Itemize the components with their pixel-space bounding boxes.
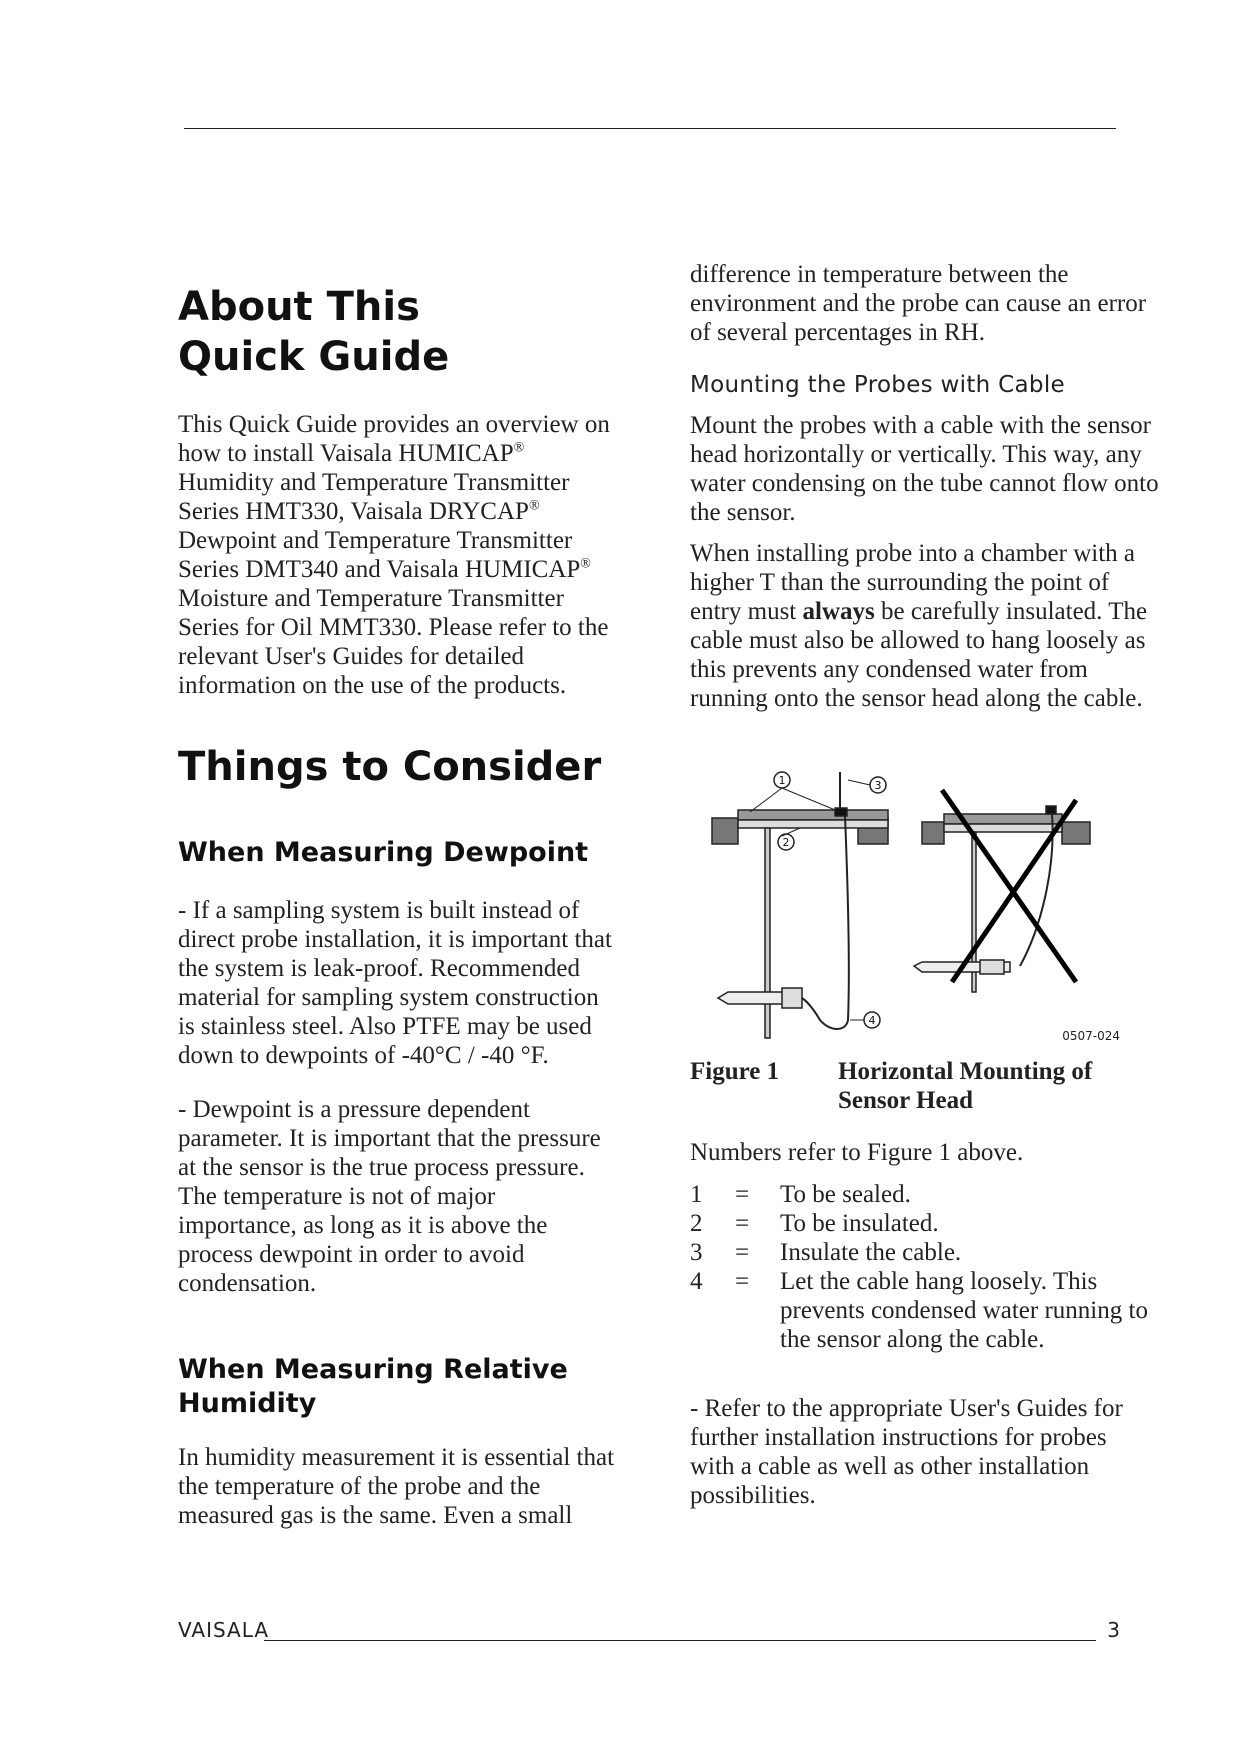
correct-mounting — [712, 772, 888, 1038]
callout-list — [690, 1180, 1160, 1354]
heading-relative-humidity: When Measuring Relative Humidity — [178, 1354, 568, 1419]
figure-code: 0507-024 — [1062, 1029, 1120, 1043]
header-rule — [184, 128, 1116, 129]
right-column — [690, 260, 1160, 713]
numbers-intro: Numbers refer to Figure 1 above. — [690, 1139, 1024, 1166]
page-number: 3 — [1107, 1618, 1120, 1642]
heading-things-to-consider: Things to Consider — [178, 744, 602, 790]
rh-paragraph: In humidity measurement it is essential that the temperature of the probe and the measured gas is the same. Even a small — [178, 1444, 615, 1529]
list-item: 3 = Insulate the cable. — [690, 1239, 962, 1266]
callout-4: 4 — [868, 1014, 876, 1027]
heading-about: About This Quick Guide — [178, 284, 450, 380]
heading-dewpoint: When Measuring Dewpoint — [178, 837, 589, 868]
callout-2: 2 — [782, 836, 790, 849]
caption-label: Figure 1 — [690, 1058, 780, 1085]
dewpoint-paragraph-1: - If a sampling system is built instead of direct probe installation, it is important that the system is leak-proof. Recommended material for sampling system construction is stainless steel. Also PTFE may be used down to dewpoints of -40°C / -40 °F. — [178, 897, 612, 1069]
heading-mounting-cable: Mounting the Probes with Cable — [690, 372, 1065, 398]
continued-paragraph: difference in temperature between the environment and the probe can cause an error of several percentages in RH. — [690, 261, 1147, 346]
dewpoint-paragraph-2: - Dewpoint is a pressure dependent parameter. It is important that the pressure at the sensor is the true process pressure. The temperature is not of major importance, as long as it is above the process dewpoint in order to avoid condensation. — [178, 1096, 601, 1297]
callout-1: 1 — [778, 774, 786, 787]
about-paragraph: This Quick Guide provides an overview on how to install Vaisala HUMICAP® Humidity and Temperature Transmitter Series HMT330, Vaisala DRYCAP® Dewpoint and Temperature Transmitter Series DMT340 and Vaisala HUMICAP® Moisture and Temperature Transmitter Series for Oil MMT330. Please refer to the relevant User's Guides for detailed information on the use of the products. — [178, 411, 610, 699]
mounting-diagram — [690, 770, 1130, 1050]
incorrect-mounting — [914, 790, 1090, 992]
list-item: 2 = To be insulated. — [690, 1210, 939, 1237]
caption-text: Horizontal Mounting of Sensor Head — [838, 1058, 1093, 1114]
footer-rule — [264, 1640, 1096, 1641]
list-item: 1 = To be sealed. — [690, 1181, 911, 1208]
callout-3: 3 — [874, 779, 882, 792]
footer-brand: VAISALA — [178, 1618, 270, 1642]
list-item: 4 = Let the cable hang loosely. This prevents condensed water running to the sensor along the cable. — [690, 1268, 1148, 1353]
mounting-paragraph-1: Mount the probes with a cable with the sensor head horizontally or vertically. This way, any water condensing on the tube cannot flow onto the sensor. — [690, 412, 1159, 526]
refer-paragraph: - Refer to the appropriate User's Guides for further installation instructions for probes with a cable as well as other installation possibilities. — [690, 1395, 1123, 1509]
mounting-paragraph-2: When installing probe into a chamber with a higher T than the surrounding the point of entry must always be carefully insulated. The cable must also be allowed to hang loosely as this prevents any condensed water from running onto the sensor head along the cable. — [690, 540, 1148, 712]
figure-1-diagram — [690, 770, 1130, 1050]
left-column — [178, 282, 618, 1530]
